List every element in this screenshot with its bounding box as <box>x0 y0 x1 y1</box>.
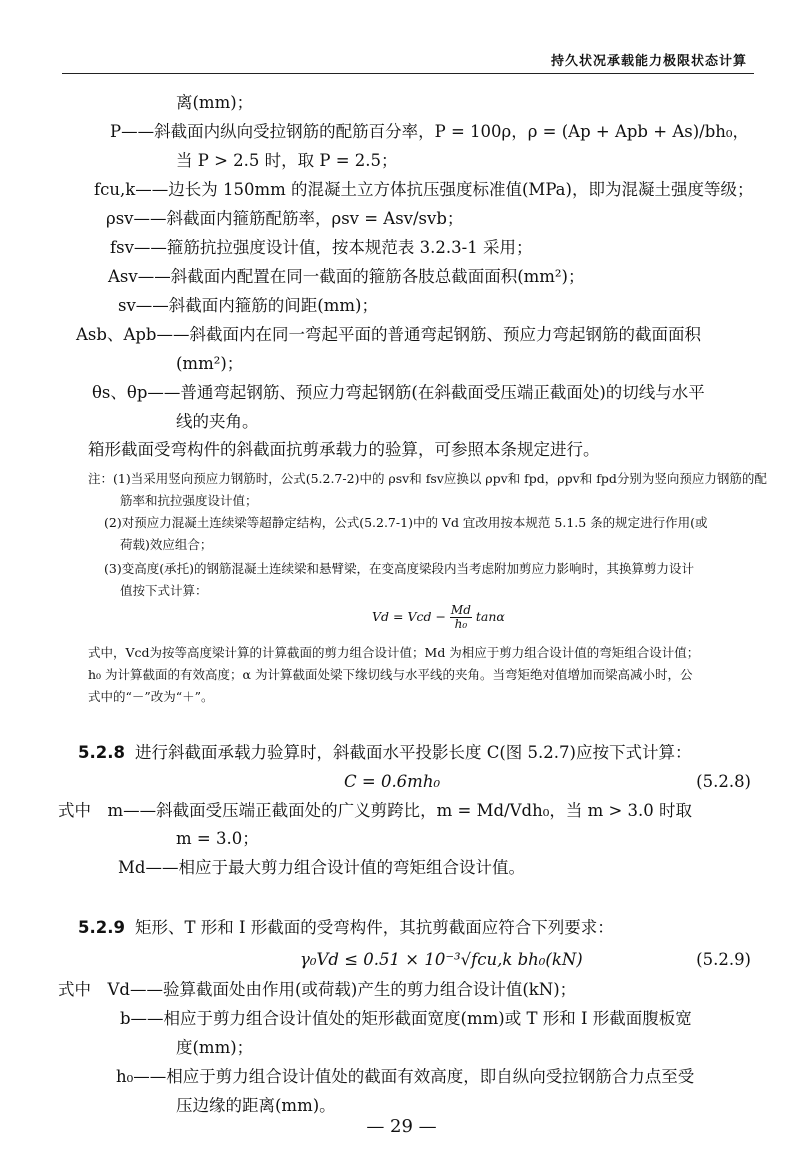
section-title: 矩形、T 形和 I 形截面的受弯构件，其抗剪截面应符合下列要求： <box>134 918 614 937</box>
equation-number-5-2-9: (5.2.9) <box>696 950 751 969</box>
note-formula-denominator: h₀ <box>454 617 468 631</box>
text-line: (3)变高度(承托)的钢筋混凝土连续梁和悬臂梁，在变高度梁段内当考虑附加剪应力影响时，其换算剪力设计 <box>104 561 694 576</box>
note-formula-lhs: Vd = Vcd − <box>372 609 446 624</box>
running-header: 持久状况承载能力极限状态计算 <box>550 54 747 69</box>
section-number: 5.2.8 <box>78 743 125 762</box>
text-line: h₀ 为计算截面的有效高度；α 为计算截面处梁下缘切线与水平线的夹角。当弯矩绝对值增加而梁高减小时，公 <box>88 667 693 682</box>
text-line: 式中，Vcd为按等高度梁计算的计算截面的剪力组合设计值；Md 为相应于剪力组合设计值的弯矩组合设计值； <box>88 645 700 660</box>
text-line: 线的夹角。 <box>176 412 259 431</box>
text-line: 荷载)效应组合； <box>120 537 213 552</box>
text-line: θs、θp——普通弯起钢筋、预应力弯起钢筋(在斜截面受压端正截面处)的切线与水平 <box>92 383 705 402</box>
note-formula-numerator: Md <box>450 603 471 617</box>
header-rule <box>62 73 754 74</box>
equation-number-5-2-8: (5.2.8) <box>696 772 751 791</box>
note-formula <box>372 604 505 631</box>
text-line: b——相应于剪力组合设计值处的矩形截面宽度(mm)或 T 形和 I 形截面腹板宽 <box>120 1009 692 1028</box>
section-number: 5.2.9 <box>78 918 125 937</box>
text-line: 式中 m——斜截面受压端正截面处的广义剪跨比，m = Md/Vdh₀，当 m > 3.0 时取 <box>58 801 693 820</box>
text-line: Asv——斜截面内配置在同一截面的箍筋各肢总截面面积(mm²)； <box>108 267 585 286</box>
note-formula-rhs: tanα <box>475 609 505 624</box>
text-line: 压边缘的距离(mm)。 <box>176 1096 336 1115</box>
text-line: 度(mm)； <box>176 1038 254 1057</box>
text-line: 式中的“－”改为“＋”。 <box>88 689 214 704</box>
text-line: m = 3.0； <box>176 829 259 848</box>
text-line: 离(mm)； <box>176 93 254 112</box>
text-line: (mm²)； <box>176 354 244 373</box>
formula-5-2-8: C = 0.6mh₀ <box>344 772 441 791</box>
text-line: 式中 Vd——验算截面处由作用(或荷载)产生的剪力组合设计值(kN)； <box>58 980 577 999</box>
text-line: 箱形截面受弯构件的斜截面抗剪承载力的验算，可参照本条规定进行。 <box>88 440 600 459</box>
text-line: fsv——箍筋抗拉强度设计值，按本规范表 3.2.3-1 采用； <box>110 238 533 257</box>
text-line: 值按下式计算： <box>120 583 208 598</box>
section-5-2-8-heading <box>78 743 691 763</box>
text-line: 注：(1)当采用竖向预应力钢筋时，公式(5.2.7-2)中的 ρsv和 fsv应换以 ρpv和 fpd，ρpv和 fpd分别为竖向预应力钢筋的配 <box>88 471 767 486</box>
text-line: h₀——相应于剪力组合设计值处的截面有效高度，即自纵向受拉钢筋合力点至受 <box>116 1067 695 1086</box>
text-line: fcu,k——边长为 150mm 的混凝土立方体抗压强度标准值(MPa)，即为混凝土强度等级； <box>94 180 754 199</box>
section-5-2-9-heading <box>78 918 614 938</box>
text-line: ρsv——斜截面内箍筋配筋率，ρsv = Asv/svb； <box>106 209 464 228</box>
section-title: 进行斜截面承载力验算时，斜截面水平投影长度 C(图 5.2.7)应按下式计算： <box>134 743 692 762</box>
text-line: sv——斜截面内箍筋的间距(mm)； <box>118 296 378 315</box>
text-line: 当 P > 2.5 时，取 P = 2.5； <box>176 151 398 170</box>
text-line: (2)对预应力混凝土连续梁等超静定结构，公式(5.2.7-1)中的 Vd 宜改用按本规范 5.1.5 条的规定进行作用(或 <box>104 515 708 530</box>
text-line: Md——相应于最大剪力组合设计值的弯矩组合设计值。 <box>118 858 525 877</box>
note-formula-fraction <box>450 604 472 631</box>
text-line: P——斜截面内纵向受拉钢筋的配筋百分率，P = 100ρ，ρ = (Ap + Apb + As)/bh₀， <box>110 122 749 141</box>
text-line: Asb、Apb——斜截面内在同一弯起平面的普通弯起钢筋、预应力弯起钢筋的截面面积 <box>76 325 701 344</box>
text-line: 筋率和抗拉强度设计值； <box>120 493 258 508</box>
page-number: — 29 — <box>366 1116 437 1137</box>
formula-5-2-9: γ₀Vd ≤ 0.51 × 10⁻³√fcu,k bh₀(kN) <box>300 950 583 969</box>
